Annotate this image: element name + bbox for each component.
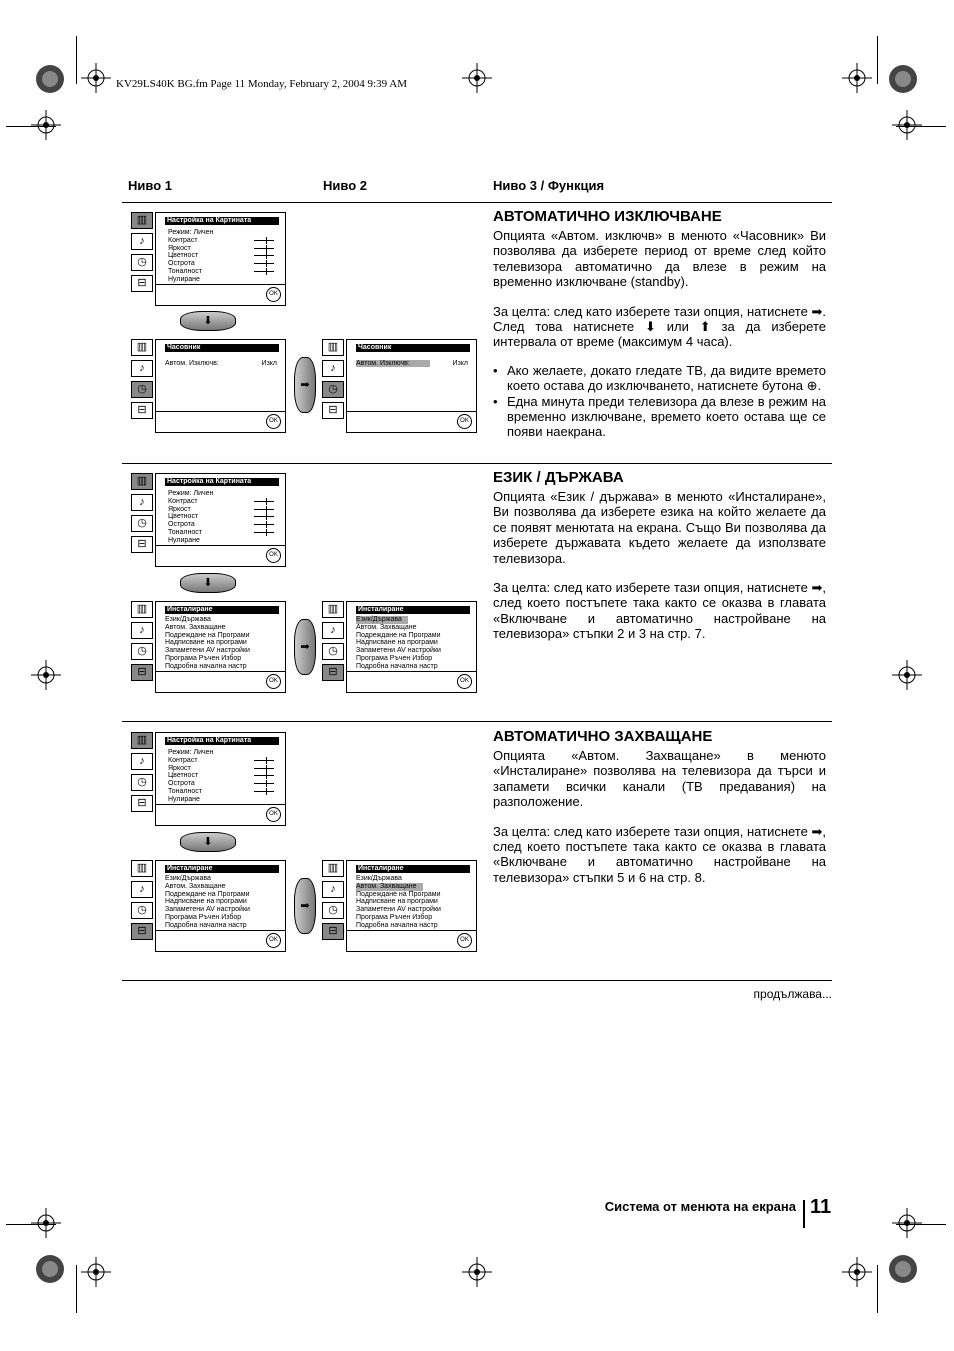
menu-item: Автом. Захващане bbox=[165, 623, 226, 631]
slider bbox=[254, 248, 274, 249]
menu-title: Инсталиране bbox=[165, 865, 279, 873]
sound-icon: ♪ bbox=[131, 494, 153, 511]
slider bbox=[254, 501, 274, 502]
menu-item: Надписване на програми bbox=[356, 639, 438, 647]
registration-mark-icon bbox=[31, 1208, 61, 1238]
menu-title: Инсталиране bbox=[356, 606, 470, 614]
section-auto-off bbox=[493, 208, 826, 440]
divider bbox=[122, 463, 832, 464]
menu-item: Запаметени AV настройки bbox=[165, 906, 250, 914]
menu-title: Настройка на Картината bbox=[165, 737, 279, 745]
down-arrow-button-icon: ⬇ bbox=[180, 573, 236, 593]
picture-icon: ▥ bbox=[131, 732, 153, 749]
ok-icon: OK bbox=[266, 287, 281, 302]
registration-mark-icon bbox=[31, 660, 61, 690]
registration-mark-icon bbox=[31, 110, 61, 140]
picture-icon: ▥ bbox=[131, 339, 153, 356]
sound-icon: ♪ bbox=[322, 881, 344, 898]
section-title: ЕЗИК / ДЪРЖАВА bbox=[493, 469, 624, 486]
registration-mark-icon bbox=[842, 1257, 872, 1287]
ok-icon: OK bbox=[457, 414, 472, 429]
slider bbox=[254, 263, 274, 264]
registration-mark-icon bbox=[81, 63, 111, 93]
clock-icon: ◷ bbox=[322, 643, 344, 660]
setup-icon: ⊟ bbox=[322, 664, 344, 681]
menu-item: Нулиране bbox=[168, 275, 200, 283]
menu-item: Тоналност bbox=[168, 267, 202, 275]
sound-icon: ♪ bbox=[131, 622, 153, 639]
menu-item: Яркост bbox=[168, 505, 191, 513]
divider bbox=[122, 980, 832, 981]
picture-icon: ▥ bbox=[131, 601, 153, 618]
continued-label: продължава... bbox=[753, 987, 832, 1001]
picture-icon: ▥ bbox=[131, 860, 153, 877]
bullet-item: • Ако желаете, докато гледате ТВ, да видите времето което остава до изключването, натиснете бутона ⊕. bbox=[493, 363, 826, 394]
section-paragraph: За целта: след като изберете тази опция, натиснете ➡, след което постъпете така както се оказва в главата «Включване и автоматично настройване на телевизора» стъпки 5 и 6 на стр. 8. bbox=[493, 823, 826, 885]
menu-title: Часовник bbox=[165, 344, 279, 352]
menu-item: Контраст bbox=[168, 756, 198, 764]
menu-value: Изкл bbox=[261, 360, 277, 367]
menu-title: Часовник bbox=[356, 344, 470, 352]
menu-item: Автом. Изключв: bbox=[165, 360, 219, 367]
file-info: KV29LS40K BG.fm Page 11 Monday, February 2, 2004 9:39 AM bbox=[116, 78, 407, 90]
menu-item: Подробна начална настр bbox=[165, 921, 247, 929]
menu-item: Яркост bbox=[168, 764, 191, 772]
crop-mark bbox=[877, 36, 878, 84]
slider bbox=[254, 760, 274, 761]
crop-mark bbox=[76, 36, 77, 84]
menu-item: Режим: Личен bbox=[168, 490, 214, 497]
menu-item: Автом. Захващане bbox=[165, 882, 226, 890]
setup-icon: ⊟ bbox=[322, 402, 344, 419]
slider bbox=[254, 791, 274, 792]
ok-icon: OK bbox=[266, 807, 281, 822]
slider bbox=[254, 768, 274, 769]
picture-icon: ▥ bbox=[322, 339, 344, 356]
menu-item: Подреждане на Програми bbox=[356, 631, 441, 639]
menu-item: Тоналност bbox=[168, 787, 202, 795]
clock-icon: ◷ bbox=[131, 254, 153, 271]
sound-icon: ♪ bbox=[131, 881, 153, 898]
picture-icon: ▥ bbox=[131, 212, 153, 229]
clock-icon: ◷ bbox=[131, 381, 153, 398]
menu-item: Режим: Личен bbox=[168, 229, 214, 236]
menu-item: Език/Държава bbox=[165, 616, 211, 623]
right-arrow-button-icon: ➡ bbox=[294, 619, 316, 675]
slider bbox=[254, 271, 274, 272]
menu-item: Програма Ръчен Избор bbox=[356, 654, 433, 662]
footer-title: Система от менюта на екрана bbox=[604, 1199, 796, 1214]
menu-item: Тоналност bbox=[168, 528, 202, 536]
setup-icon: ⊟ bbox=[131, 664, 153, 681]
section-title: АВТОМАТИЧНО ЗАХВАЩАНЕ bbox=[493, 728, 713, 745]
section-auto-tuning bbox=[493, 728, 826, 885]
setup-icon: ⊟ bbox=[131, 275, 153, 292]
menu-item: Подробна начална настр bbox=[356, 921, 438, 929]
menu-item: Подробна начална настр bbox=[356, 662, 438, 670]
menu-item: Цветност bbox=[168, 252, 199, 260]
menu-item: Запаметени AV настройки bbox=[165, 647, 250, 655]
menu-item: Контраст bbox=[168, 497, 198, 505]
down-arrow-button-icon: ⬇ bbox=[180, 311, 236, 331]
page-number-divider bbox=[803, 1200, 805, 1228]
menu-item: Подробна начална настр bbox=[165, 662, 247, 670]
menu-item: Цветност bbox=[168, 513, 199, 521]
clock-icon: ◷ bbox=[322, 381, 344, 398]
menu-item: Режим: Личен bbox=[168, 749, 214, 756]
bullet-item: • Една минута преди телевизора да влезе в режим на временно изключване, времето което остава ще се появи наекрана. bbox=[493, 394, 826, 440]
ok-icon: OK bbox=[457, 933, 472, 948]
picture-icon: ▥ bbox=[322, 860, 344, 877]
clock-icon: ◷ bbox=[131, 515, 153, 532]
sound-icon: ♪ bbox=[131, 233, 153, 250]
menu-item: Автом. Захващане bbox=[356, 623, 417, 631]
menu-item: Яркост bbox=[168, 244, 191, 252]
menu-item: Програма Ръчен Избор bbox=[165, 654, 242, 662]
sound-icon: ♪ bbox=[131, 360, 153, 377]
setup-icon: ⊟ bbox=[131, 536, 153, 553]
menu-item: Подреждане на Програми bbox=[356, 890, 441, 898]
menu-title: Настройка на Картината bbox=[165, 217, 279, 225]
ok-icon: OK bbox=[266, 414, 281, 429]
slider bbox=[254, 255, 274, 256]
menu-item: Език/Държава bbox=[356, 875, 402, 882]
menu-title: Инсталиране bbox=[356, 865, 470, 873]
setup-icon: ⊟ bbox=[131, 795, 153, 812]
slider bbox=[254, 775, 274, 776]
crop-mark bbox=[76, 1265, 77, 1313]
section-paragraph: За целта: след като изберете тази опция, натиснете ➡. След това натиснете ⬇ или ⬆ за да изберете интервала от време (максимум 4 часа). bbox=[493, 303, 826, 350]
menu-item: Острота bbox=[168, 260, 195, 268]
section-paragraph: За целта: след като изберете тази опция, натиснете ➡, след което постъпете така както се оказва в главата «Включване и автоматично настройване на телевизора» стъпки 2 и 3 на стр. 7. bbox=[493, 580, 826, 642]
section-paragraph: Опцията «Език / държава» в менюто «Инсталиране», Ви позволява да изберете езика на който желаете да се появят менютата на екрана. Също Ви позволява да изберете държавата където желаете да използвате телевизора. bbox=[493, 489, 826, 566]
divider bbox=[122, 721, 832, 722]
menu-item: Автом. Изключв: bbox=[356, 360, 430, 367]
section-paragraph: Опцията «Автом. изключв» в менюто «Часовник» Ви позволява да изберете период от време след който телевизора автоматично да влезе в режим на временно изключване (standby). bbox=[493, 228, 826, 290]
crop-mark bbox=[877, 1265, 878, 1313]
setup-icon: ⊟ bbox=[131, 402, 153, 419]
menu-item: Надписване на програми bbox=[356, 898, 438, 906]
header-level3: Ниво 3 / Функция bbox=[493, 178, 605, 193]
menu-item: Програма Ръчен Избор bbox=[165, 913, 242, 921]
section-paragraph: Опцията «Автом. Захващане» в менюто «Инсталиране» позволява на телевизора да търси и запамети всички канали (ТВ предавания) на разположение. bbox=[493, 748, 826, 810]
setup-icon: ⊟ bbox=[131, 923, 153, 940]
clock-icon: ◷ bbox=[131, 774, 153, 791]
menu-item: Цветност bbox=[168, 772, 199, 780]
sound-icon: ♪ bbox=[322, 622, 344, 639]
right-arrow-button-icon: ➡ bbox=[294, 357, 316, 413]
right-arrow-button-icon: ➡ bbox=[294, 878, 316, 934]
menu-item: Език/Държава bbox=[356, 616, 408, 624]
menu-item: Нулиране bbox=[168, 795, 200, 803]
ok-icon: OK bbox=[266, 933, 281, 948]
menu-item: Надписване на програми bbox=[165, 639, 247, 647]
color-target-icon bbox=[35, 64, 65, 94]
menu-title: Настройка на Картината bbox=[165, 478, 279, 486]
clock-icon: ◷ bbox=[131, 902, 153, 919]
ok-icon: OK bbox=[266, 674, 281, 689]
clock-icon: ◷ bbox=[131, 643, 153, 660]
color-target-icon bbox=[888, 1254, 918, 1284]
sound-icon: ♪ bbox=[322, 360, 344, 377]
registration-mark-icon bbox=[892, 1208, 922, 1238]
menu-item: Надписване на програми bbox=[165, 898, 247, 906]
registration-mark-icon bbox=[842, 63, 872, 93]
registration-mark-icon bbox=[462, 1257, 492, 1287]
slider bbox=[254, 509, 274, 510]
menu-title: Инсталиране bbox=[165, 606, 279, 614]
picture-icon: ▥ bbox=[322, 601, 344, 618]
clock-icon: ◷ bbox=[322, 902, 344, 919]
slider bbox=[254, 783, 274, 784]
registration-mark-icon bbox=[462, 63, 492, 93]
header-level1: Ниво 1 bbox=[128, 178, 172, 193]
color-target-icon bbox=[888, 64, 918, 94]
setup-icon: ⊟ bbox=[322, 923, 344, 940]
slider bbox=[254, 240, 274, 241]
menu-item: Автом. Захващане bbox=[356, 883, 423, 891]
divider bbox=[122, 202, 832, 203]
slider bbox=[254, 516, 274, 517]
registration-mark-icon bbox=[892, 110, 922, 140]
ok-icon: OK bbox=[266, 548, 281, 563]
picture-icon: ▥ bbox=[131, 473, 153, 490]
menu-item: Контраст bbox=[168, 236, 198, 244]
menu-item: Острота bbox=[168, 780, 195, 788]
slider bbox=[254, 532, 274, 533]
page-number: 11 bbox=[810, 1196, 832, 1218]
registration-mark-icon bbox=[892, 660, 922, 690]
sound-icon: ♪ bbox=[131, 753, 153, 770]
menu-item: Програма Ръчен Избор bbox=[356, 913, 433, 921]
menu-item: Нулиране bbox=[168, 536, 200, 544]
menu-item: Подреждане на Програми bbox=[165, 890, 250, 898]
header-level2: Ниво 2 bbox=[323, 178, 367, 193]
section-language-country bbox=[493, 469, 826, 642]
color-target-icon bbox=[35, 1254, 65, 1284]
registration-mark-icon bbox=[81, 1257, 111, 1287]
slider bbox=[254, 524, 274, 525]
section-title: АВТОМАТИЧНО ИЗКЛЮЧВАНЕ bbox=[493, 208, 722, 225]
ok-icon: OK bbox=[457, 674, 472, 689]
menu-value: Изкл bbox=[452, 360, 468, 367]
menu-item: Език/Държава bbox=[165, 875, 211, 882]
menu-item: Подреждане на Програми bbox=[165, 631, 250, 639]
menu-item: Запаметени AV настройки bbox=[356, 906, 441, 914]
down-arrow-button-icon: ⬇ bbox=[180, 832, 236, 852]
menu-item: Запаметени AV настройки bbox=[356, 647, 441, 655]
menu-item: Острота bbox=[168, 521, 195, 529]
